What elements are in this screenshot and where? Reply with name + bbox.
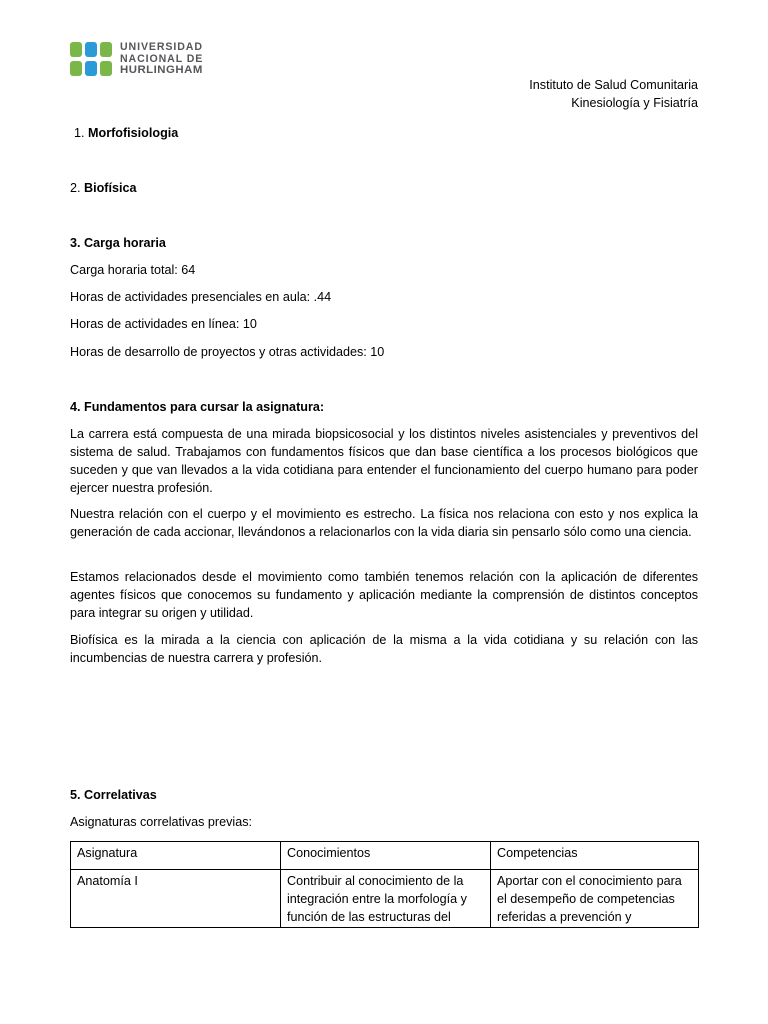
section-3-title (70, 234, 166, 252)
section-5-title-text: 5. Correlativas (70, 788, 157, 802)
table-header-cell: Asignatura (71, 842, 281, 870)
table-cell-text: Anatomía I (77, 874, 138, 888)
section-1-heading (74, 124, 178, 142)
institute-name: Instituto de Salud Comunitaria (529, 78, 698, 92)
section-4-title (70, 398, 324, 416)
fundamentos-paragraph-1: La carrera está compuesta de una mirada biopsicosocial y los distintos niveles asistenciales y preventivos del sistema de salud. Trabajamos con fundamentos físicos que dan base científica a los procesos biológicos que suceden y que van llevados a la vida cotidiana para entender el funcionamiento del cuerpo humano para poder ejercer nuestra profesión. (70, 427, 698, 495)
section-2-number: 2. (70, 181, 85, 195)
section-1-title: Morfofisiologia (88, 126, 179, 140)
workload-online: Horas de actividades en línea: 10 (70, 317, 257, 331)
workload-total: Carga horaria total: 64 (70, 263, 196, 277)
correlativas-table (70, 841, 699, 928)
university-logo (70, 42, 203, 77)
section-4-title-text: 4. Fundamentos para cursar la asignatura: (70, 400, 325, 414)
career-name: Kinesiología y Fisiatría (571, 96, 698, 110)
university-name-line3: HURLINGHAM (120, 64, 203, 77)
section-2-heading (70, 179, 137, 197)
fundamentos-paragraph-3: Estamos relacionados desde el movimiento como también tenemos relación con la aplicación de diferentes agentes físicos que conocemos su fundamento y aplicación mediante la comprensión de distintos conceptos para integrar su origen y utilidad. (70, 570, 698, 620)
table-cell (491, 870, 699, 928)
table-cell-text: Contribuir al conocimiento de la integración entre la morfología y función de las estructuras del (287, 874, 467, 924)
header-institution (529, 76, 698, 112)
table-header-cell: Competencias (491, 842, 699, 870)
workload-projects: Horas de desarrollo de proyectos y otras actividades: 10 (70, 345, 385, 359)
workload-classroom: Horas de actividades presenciales en aula: .44 (70, 290, 332, 304)
university-logo-icon (70, 42, 112, 77)
fundamentos-paragraph-4: Biofísica es la mirada a la ciencia con aplicación de la misma a la vida cotidiana y su relación con las incumbencias de nuestra carrera y profesión. (70, 633, 698, 665)
table-cell (281, 870, 491, 928)
university-name (120, 42, 203, 77)
table-cell-text: Aportar con el conocimiento para el desempeño de competencias referidas a prevención y (497, 874, 682, 924)
table-row (71, 870, 699, 928)
fundamentos-paragraph-2: Nuestra relación con el cuerpo y el movimiento es estrecho. La física nos relaciona con esto y nos explica la generación de cada accionar, llevándonos a relacionarlos con la vida diaria sin pensarlo sólo como una ciencia. (70, 507, 698, 539)
section-5-subtitle: Asignaturas correlativas previas: (70, 815, 252, 829)
section-1-number: 1. (74, 126, 89, 140)
table-header-row (71, 842, 699, 870)
table-cell (71, 870, 281, 928)
section-2-title: Biofísica (84, 181, 137, 195)
table-header-cell: Conocimientos (281, 842, 491, 870)
section-5-title (70, 786, 157, 804)
university-name-line1: UNIVERSIDAD (120, 41, 203, 54)
section-3-title-text: 3. Carga horaria (70, 236, 166, 250)
university-name-line2: NACIONAL DE (120, 52, 204, 65)
